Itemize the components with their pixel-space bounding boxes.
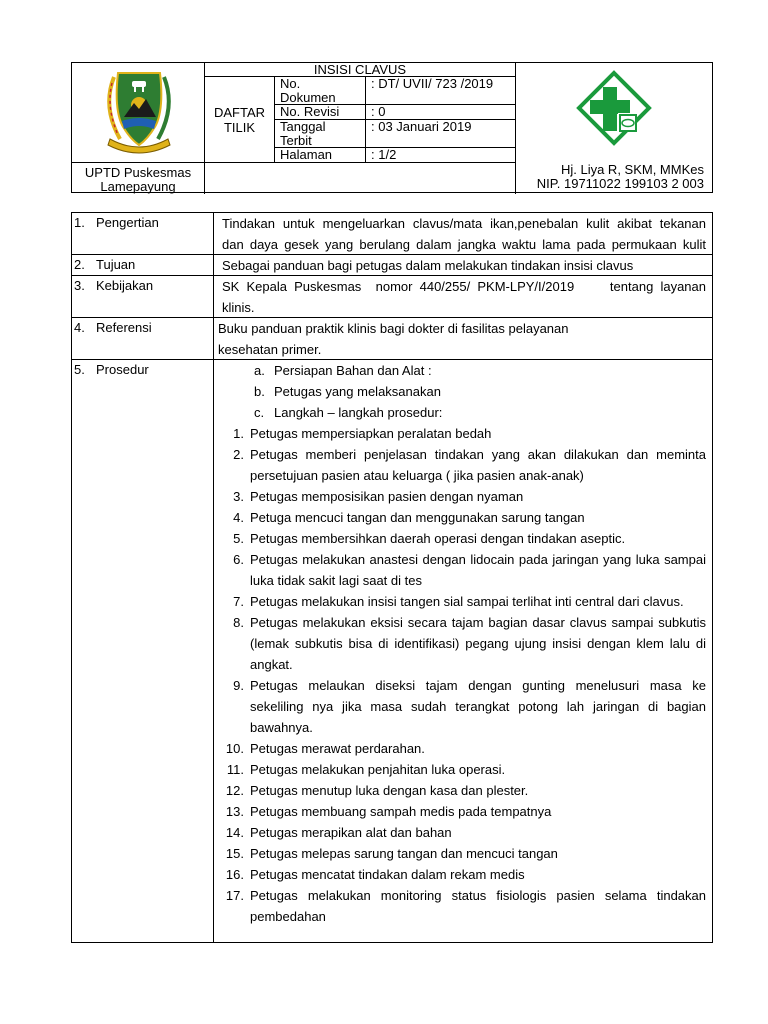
meta-key: Halaman bbox=[280, 147, 333, 162]
step-text: Petugas menutup luka dengan kasa dan plester. bbox=[250, 783, 529, 798]
content-line: kesehatan primer. bbox=[218, 342, 322, 357]
step-number: 2. bbox=[233, 447, 244, 462]
section-title: Prosedur bbox=[96, 362, 149, 377]
procedure-step bbox=[222, 423, 706, 444]
procedure-step bbox=[222, 843, 706, 864]
step-text: Petugas mempersiapkan peralatan bedah bbox=[250, 426, 492, 441]
section-prosedur bbox=[72, 360, 712, 942]
meta-key bbox=[280, 120, 364, 148]
step-text: Petugas melakukan insisi tangen sial sampai terlihat inti central dari clavus. bbox=[250, 594, 684, 609]
signature-blank-cell bbox=[205, 163, 516, 194]
document-meta-table bbox=[275, 77, 516, 163]
meta-value: : 1/2 bbox=[365, 148, 511, 163]
document-type-line1: DAFTAR bbox=[213, 105, 266, 120]
procedure-step bbox=[222, 780, 706, 801]
procedure-step bbox=[222, 822, 706, 843]
step-number: 4. bbox=[233, 510, 244, 525]
section-label bbox=[72, 213, 214, 254]
step-text: Petugas mencatat tindakan dalam rekam medis bbox=[250, 867, 525, 882]
meta-value: : 03 Januari 2019 bbox=[365, 120, 511, 147]
organization-name-line1: UPTD Puskesmas bbox=[84, 165, 192, 180]
sub-item bbox=[222, 360, 706, 381]
section-label bbox=[72, 276, 214, 317]
step-number: 1. bbox=[233, 426, 244, 441]
meta-key-line: Dokumen bbox=[280, 90, 336, 105]
section-content bbox=[218, 318, 702, 360]
procedure-step bbox=[222, 591, 706, 612]
step-text: Petugas membuang sampah medis pada tempatnya bbox=[250, 804, 552, 819]
step-number: 15. bbox=[225, 846, 244, 861]
section-label bbox=[72, 318, 214, 359]
step-text: Petuga mencuci tangan dan menggunakan sarung tangan bbox=[250, 510, 585, 525]
step-number: 12. bbox=[225, 783, 244, 798]
sub-item bbox=[222, 381, 706, 402]
procedure-step bbox=[222, 486, 706, 507]
document-title: INSISI CLAVUS bbox=[205, 63, 516, 77]
content-line: Tindakan untuk mengeluarkan clavus/mata ikan,penebalan kulit akibat tekanan bbox=[222, 216, 706, 231]
regency-crest-cell bbox=[72, 63, 205, 163]
meta-key-line: Tanggal bbox=[280, 119, 326, 134]
procedure-step bbox=[222, 507, 706, 528]
meta-value: : DT/ UVII/ 723 /2019 bbox=[365, 77, 511, 104]
section-number: 1. bbox=[74, 215, 85, 230]
step-text: Petugas melakukan eksisi secara tajam bagian dasar clavus sampai subkutis (lemak subkutis bisa di identifikasi) pegang ujung insisi dengan klem lalu di angkat. bbox=[250, 615, 706, 672]
section-number: 3. bbox=[74, 278, 85, 293]
step-number: 16. bbox=[225, 867, 244, 882]
procedure-content bbox=[222, 360, 706, 927]
step-number: 10. bbox=[225, 741, 244, 756]
section-kebijakan bbox=[72, 276, 712, 318]
step-text: Petugas melaukan diseksi tajam dengan gunting menelusuri masa ke sekeliling nya jika masa sudah terangkat potong lah jaringan di bagian bawahnya. bbox=[250, 678, 706, 735]
document-header-table bbox=[71, 62, 713, 193]
organization-name bbox=[72, 163, 205, 194]
step-text: Petugas merapikan alat dan bahan bbox=[250, 825, 452, 840]
procedure-step bbox=[222, 801, 706, 822]
step-text: Petugas melakukan monitoring status fisiologis pasien selama tindakan pembedahan bbox=[250, 888, 706, 924]
section-title: Tujuan bbox=[96, 257, 136, 272]
section-number: 4. bbox=[74, 320, 85, 335]
step-text: Petugas memposisikan pasien dengan nyaman bbox=[250, 489, 524, 504]
procedure-step bbox=[222, 612, 706, 675]
content-line: Buku panduan praktik klinis bagi dokter di fasilitas pelayanan bbox=[218, 321, 569, 336]
meta-value: : 0 bbox=[365, 105, 511, 119]
organization-name-line2: Lamepayung bbox=[100, 179, 176, 194]
section-title: Pengertian bbox=[96, 215, 159, 230]
step-text: Petugas merawat perdarahan. bbox=[250, 741, 425, 756]
section-label bbox=[72, 255, 214, 275]
step-number: 11. bbox=[226, 762, 244, 777]
procedure-step bbox=[222, 738, 706, 759]
step-text: Petugas melepas sarung tangan dan mencuci tangan bbox=[250, 846, 558, 861]
step-text: Petugas melakukan anastesi dengan lidocain pada jaringan yang luka sampai luka tidak sakit lagi saat di tes bbox=[250, 552, 706, 588]
content-line: SK Kepala Puskesmas nomor 440/255/ PKM-LPY/I/2019 tentang layanan bbox=[222, 279, 706, 294]
meta-key-line: No. bbox=[280, 76, 301, 91]
step-number: 14. bbox=[225, 825, 244, 840]
section-tujuan bbox=[72, 255, 712, 276]
content-line: klinis. bbox=[222, 300, 255, 315]
procedure-step bbox=[222, 675, 706, 738]
sub-text: Persiapan Bahan dan Alat : bbox=[274, 363, 432, 378]
section-number: 5. bbox=[74, 362, 85, 377]
section-content bbox=[222, 213, 706, 255]
signer-nip: NIP. 19711022 199103 2 003 bbox=[536, 176, 704, 191]
procedure-step bbox=[222, 864, 706, 885]
meta-key: No. Revisi bbox=[280, 104, 340, 119]
section-title: Kebijakan bbox=[96, 278, 154, 293]
puskesmas-logo-cell bbox=[516, 63, 712, 163]
signer-name: Hj. Liya R, SKM, MMKes bbox=[560, 162, 704, 177]
meta-key-line: Terbit bbox=[280, 133, 312, 148]
sub-text: Langkah – langkah prosedur: bbox=[274, 405, 443, 420]
signer-block bbox=[516, 163, 712, 194]
procedure-step bbox=[222, 528, 706, 549]
procedure-step bbox=[222, 444, 706, 486]
step-number: 8. bbox=[233, 615, 244, 630]
puskesmas-cross-logo bbox=[516, 63, 712, 163]
procedure-table bbox=[71, 212, 713, 943]
meta-row-tanggal bbox=[275, 120, 516, 148]
step-number: 13. bbox=[225, 804, 244, 819]
section-pengertian bbox=[72, 213, 712, 255]
procedure-step bbox=[222, 759, 706, 780]
sub-marker: b. bbox=[254, 384, 265, 399]
sub-item bbox=[222, 402, 706, 423]
section-referensi bbox=[72, 318, 712, 360]
sub-text: Petugas yang melaksanakan bbox=[274, 384, 441, 399]
step-number: 7. bbox=[233, 594, 244, 609]
meta-row-dokumen bbox=[275, 77, 516, 105]
document-type-cell bbox=[205, 77, 275, 163]
document-type-line2: TILIK bbox=[223, 120, 256, 135]
section-content bbox=[222, 255, 706, 276]
step-number: 6. bbox=[233, 552, 244, 567]
section-label bbox=[72, 360, 214, 942]
step-number: 17. bbox=[225, 888, 244, 903]
section-content bbox=[222, 276, 706, 318]
step-number: 3. bbox=[233, 489, 244, 504]
step-text: Petugas melakukan penjahitan luka operasi. bbox=[250, 762, 506, 777]
section-title: Referensi bbox=[96, 320, 152, 335]
section-number: 2. bbox=[74, 257, 85, 272]
meta-row-revisi bbox=[275, 105, 516, 120]
step-text: Petugas membersihkan daerah operasi dengan tindakan aseptic. bbox=[250, 531, 626, 546]
content-line: Sebagai panduan bagi petugas dalam melakukan tindakan insisi clavus bbox=[222, 258, 634, 273]
procedure-step bbox=[222, 885, 706, 927]
sub-marker: a. bbox=[254, 363, 265, 378]
step-number: 5. bbox=[233, 531, 244, 546]
procedure-step bbox=[222, 549, 706, 591]
regency-crest-logo bbox=[72, 63, 205, 163]
step-number: 9. bbox=[233, 678, 244, 693]
meta-row-halaman bbox=[275, 148, 516, 163]
sub-marker: c. bbox=[254, 405, 265, 420]
step-text: Petugas memberi penjelasan tindakan yang akan dilakukan dan meminta persetujuan pasien atau keluarga ( jika pasien anak-anak) bbox=[250, 447, 706, 483]
content-line: dan daya gesek yang berulang dalam jangka waktu lama pada permukaan kulit bbox=[222, 237, 706, 252]
meta-key bbox=[280, 77, 364, 105]
